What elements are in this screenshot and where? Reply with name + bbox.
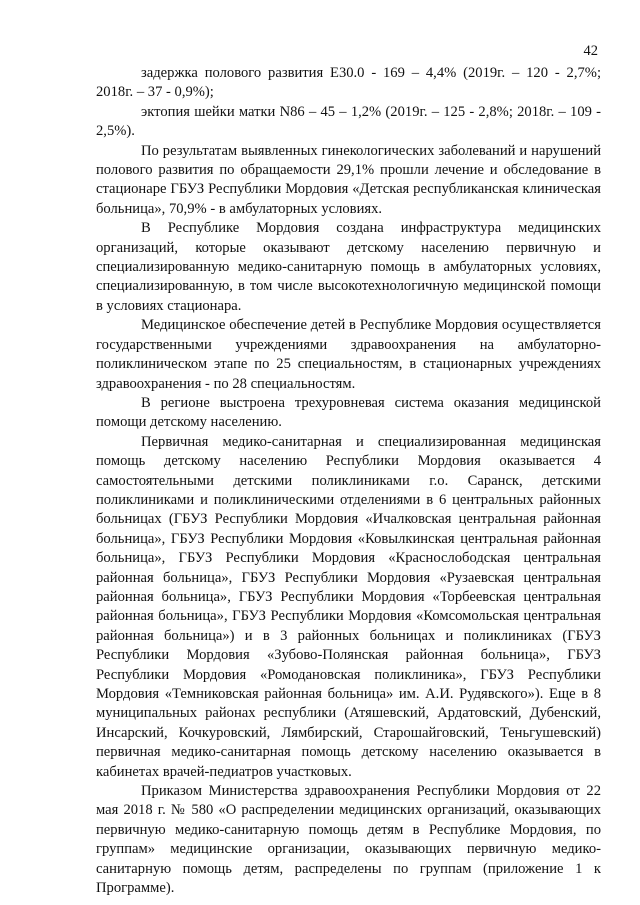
page-number: 42 <box>583 43 598 59</box>
paragraph-infrastructure: В Республике Мордовия создана инфраструктура медицинских организаций, которые оказывают детскому населению первичную и специализированную медико-санитарную помощь в амбулаторных условиях, специализированную, в том числе высокотехнологичную медицинской помощи в условиях стационара. <box>96 220 601 314</box>
paragraph-ministry-order: Приказом Министерства здравоохранения Республики Мордовия от 22 мая 2018 г. № 580 «О распределении медицинских организаций, оказывающих первичную медико-санитарную помощь детям в Республике Мордовия, по группам» медицинские организации, оказывающих первичную медико-санитарную помощь детям, распределены по группам (приложение 1 к Программе). <box>96 783 601 897</box>
paragraph-delayed-puberty: задержка полового развития Е30.0 - 169 – 4,4% (2019г. – 120 - 2,7%; 2018г. – 37 - 0,9%); <box>96 65 601 101</box>
paragraph-cervical-ectopy: эктопия шейки матки N86 – 45 – 1,2% (2019г. – 125 - 2,8%; 2018г. – 109 - 2,5%). <box>96 103 601 140</box>
paragraph-primary-care: Первичная медико-санитарная и специализированная медицинская помощь детскому населению Республики Мордовия оказывается 4 самостоятельными детскими поликлиниками г.о. Саранск, детскими поликлиниками и поликлиническими отделениями в 6 центральных районных больницах (ГБУЗ Республики Мордовия «Ичалковская центральная районная больница», ГБУЗ Республики Мордовия «Ковылкинская центральная районная больница», ГБУЗ Республики Мордовия «Краснослободская центральная районная больница», ГБУЗ Республики Мордовия «Рузаевская центральная районная больница», ГБУЗ Республики Мордовия «Торбеевская центральная районная больница», ГБУЗ Республики Мордовия «Комсомольская центральная районная больница») и в 3 районных больницах и поликлиниках (ГБУЗ Республики Мордовия «Зубово-Полянская районная больница», ГБУЗ Республики Мордовия «Ромодановская поликлиника», ГБУЗ Республики Мордовия «Темниковская районная больница» им. А.И. Рудявского»). Еще в 8 муниципальных районах республики (Атяшевский, Ардатовский, Дубенский, Инсарский, Кочкуровский, Лямбирский, Старошайговский, Теньгушевский) первичная медико-санитарная помощь детскому населению оказывается в кабинетах врачей-педиатров участковых. <box>96 433 601 780</box>
paragraph-gynecology-treatment: По результатам выявленных гинекологических заболеваний и нарушений полового развития по обращаемости 29,1% прошли лечение и обследование в стационаре ГБУЗ Республики Мордовия «Детская республиканская клиническая больница», 70,9% - в амбулаторных условиях. <box>96 142 601 217</box>
paragraph-medical-provision: Медицинское обеспечение детей в Республике Мордовия осуществляется государственными учреждениями здравоохранения на амбулаторно-поликлиническом этапе по 25 специальностям, в стационарных учреждениях здравоохранения - по 28 специальностям. <box>96 317 601 392</box>
document-body <box>96 64 601 898</box>
paragraph-three-level-system: В регионе выстроена трехуровневая система оказания медицинской помощи детскому населению. <box>96 394 601 431</box>
